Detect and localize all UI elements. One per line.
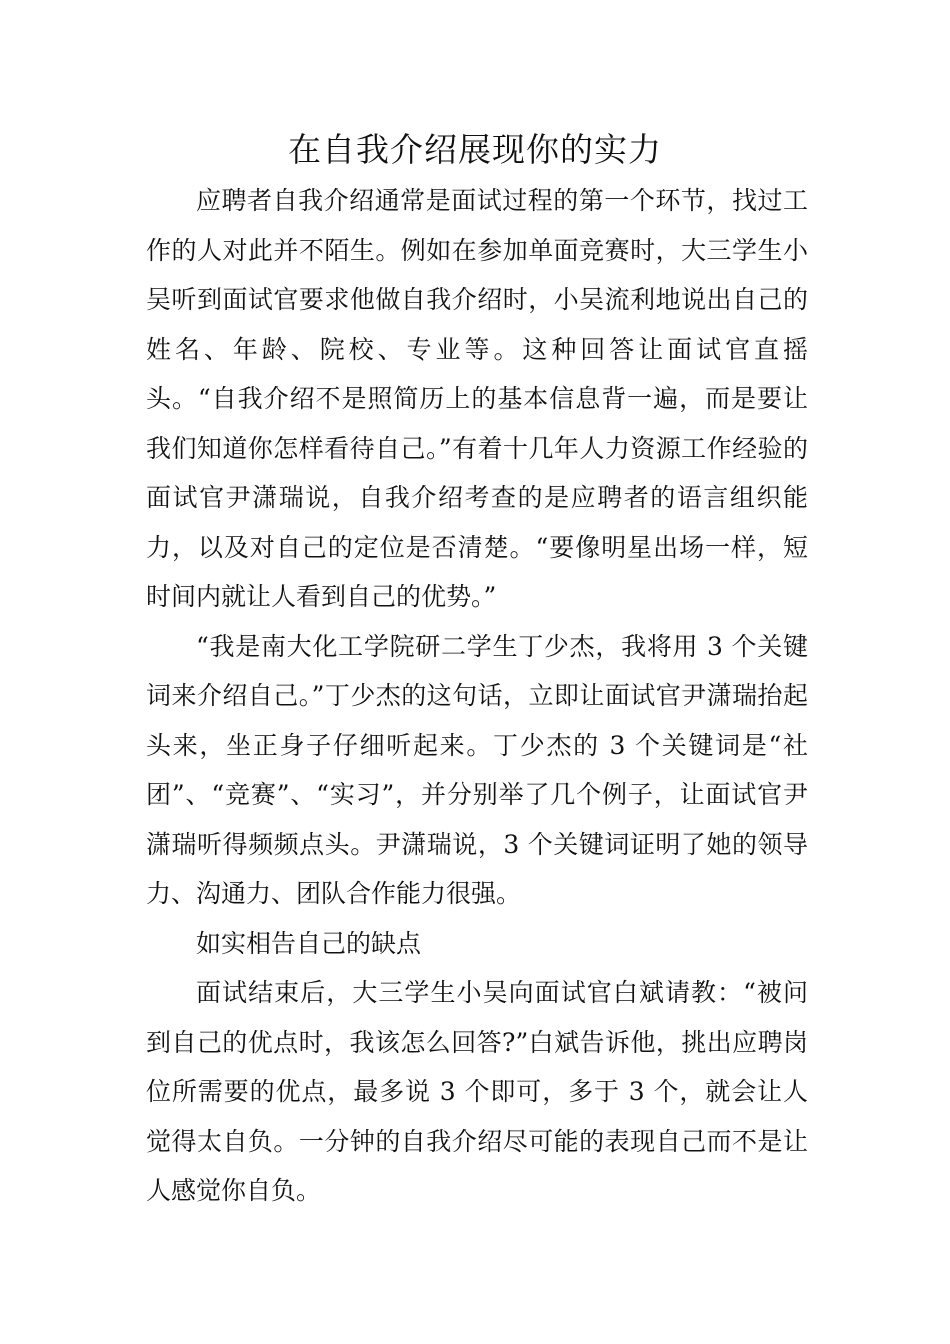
section-heading: 如实相告自己的缺点 <box>196 928 422 958</box>
paragraph-intro: 应聘者自我介绍通常是面试过程的第一个环节，找过工作的人对此并不陌生。例如在参加单面竞赛时，大三学生小吴听到面试官要求他做自我介绍时，小吴流利地说出自己的姓名、年龄、院校、专业等。这种回答让面试官直摇头。“自我介绍不是照简历上的基本信息背一遍，而是要让我们知道你怎样看待自己。”有着十几年人力资源工作经验的面试官尹潇瑞说，自我介绍考查的是应聘者的语言组织能力，以及对自己的定位是否清楚。“要像明星出场一样，短时间内就让人看到自己的优势。” <box>146 186 808 611</box>
document-body <box>146 176 808 1216</box>
paragraph-keywords: “我是南大化工学院研二学生丁少杰，我将用 3 个关键词来介绍自己。”丁少杰的这句话，立即让面试官尹潇瑞抬起头来，坐正身子仔细听起来。丁少杰的 3 个关键词是“社团”、“竞赛”、“实习”，并分别举了几个例子，让面试官尹潇瑞听得频频点头。尹潇瑞说，3 个关键词证明了她的领导力、沟通力、团队合作能力很强。 <box>146 631 808 908</box>
document-title: 在自我介绍展现你的实力 <box>288 130 662 169</box>
paragraph-advice: 面试结束后，大三学生小吴向面试官白斌请教：“被问到自己的优点时，我该怎么回答?”白斌告诉他，挑出应聘岗位所需要的优点，最多说 3 个即可，多于 3 个，就会让人觉得太自负。一分钟的自我介绍尽可能的表现自己而不是让人感觉你自负。 <box>146 978 808 1205</box>
